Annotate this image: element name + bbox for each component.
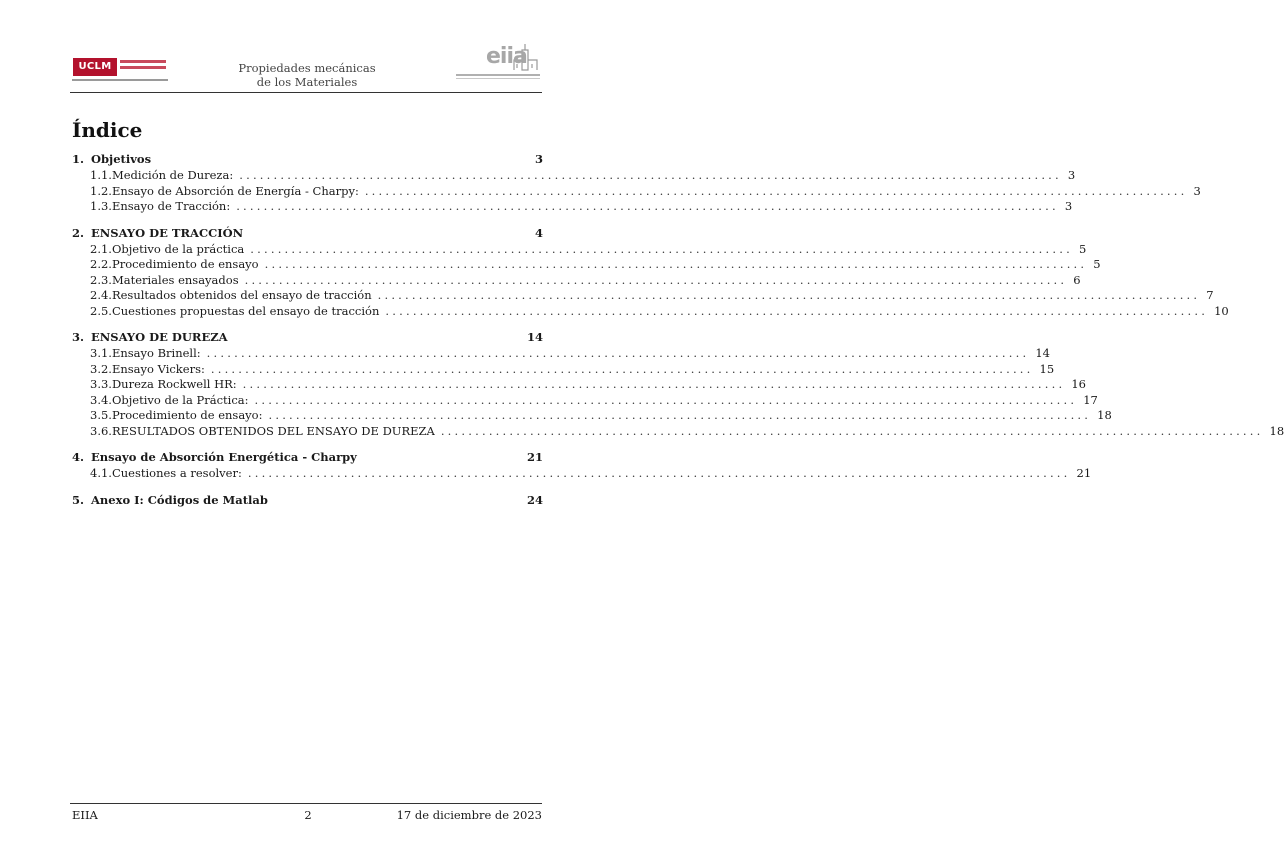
toc-entry[interactable] [72, 199, 1073, 215]
toc-dot-leader: ........................................................................................................................ [242, 377, 1066, 391]
toc-entry[interactable] [72, 303, 1229, 320]
toc-entry-title: RESULTADOS OBTENIDOS DEL ENSAYO DE DUREZA [111, 423, 435, 438]
toc-entry-title: Ensayo Brinell: [111, 346, 201, 360]
toc-entry-page: 3 [1193, 183, 1201, 198]
toc-section-1[interactable] [72, 150, 543, 168]
toc-entry-number: 1.1. [90, 168, 112, 182]
toc-entry-number: 3.6. [90, 423, 112, 438]
toc-section-title: Ensayo de Absorción Energética - Charpy [91, 450, 357, 464]
toc-entry-number: 2.1. [90, 241, 112, 256]
toc-dot-leader: ........................................................................................................................ [377, 288, 1201, 302]
footer-date: 17 de diciembre de 2023 [396, 808, 542, 822]
toc-gap [72, 439, 543, 448]
toc-section-title: ENSAYO DE DUREZA [91, 330, 228, 344]
toc-entry-number: 3.1. [90, 346, 112, 360]
toc-dot-leader: ........................................................................................................................ [244, 272, 1068, 287]
toc-section-4[interactable] [72, 448, 543, 466]
toc-entry-page: 21 [1076, 466, 1092, 480]
toc-entry-page: 5 [1078, 241, 1087, 256]
uclm-logo-badge: UCLM [73, 58, 117, 76]
toc-entry-title: Materiales ensayados [111, 272, 239, 287]
toc-dot-leader: ........................................................................................................................ [268, 408, 1092, 422]
toc-entry-page: 14 [1035, 346, 1050, 360]
toc-entry-number: 4.1. [90, 466, 112, 480]
footer-left: EIIA [72, 808, 98, 822]
toc-section-number: 5. [72, 492, 85, 507]
toc-entry-page: 18 [1269, 423, 1284, 438]
toc-entry-title: Medición de Dureza: [111, 168, 234, 182]
toc-section-title: Anexo I: Códigos de Matlab [91, 492, 268, 507]
toc-title: Índice [72, 118, 143, 142]
toc-entry[interactable] [72, 168, 1076, 184]
toc-entry-title: Procedimiento de ensayo [111, 257, 259, 271]
toc-entry-number: 1.2. [90, 183, 112, 198]
toc-dot-leader: ........................................................................................................................ [264, 257, 1088, 271]
toc-section-number: 4. [72, 450, 85, 464]
toc-section-page: 14 [526, 330, 543, 344]
toc-dot-leader: ........................................................................................................................ [236, 199, 1059, 213]
toc-entry-page: 7 [1206, 288, 1214, 302]
toc-entry-page: 10 [1214, 303, 1229, 318]
toc-section-title: ENSAYO DE TRACCIÓN [91, 225, 244, 240]
toc-entry[interactable] [72, 183, 1201, 200]
toc-section-number: 3. [72, 330, 85, 344]
header-rule [70, 92, 542, 93]
toc-entry-title: Cuestiones propuestas del ensayo de tracción [111, 303, 380, 318]
eiia-logo [456, 42, 542, 86]
toc-entry-page: 17 [1083, 392, 1098, 407]
toc-entry-title: Procedimiento de ensayo: [111, 408, 263, 422]
toc-entry[interactable] [72, 361, 1055, 378]
toc-entry[interactable] [72, 466, 1092, 482]
toc-section-page: 3 [534, 152, 543, 166]
toc-entry-title: Cuestiones a resolver: [111, 466, 242, 480]
toc-entry[interactable] [72, 392, 1098, 409]
toc-entry[interactable] [72, 408, 1112, 424]
toc-dot-leader: ........................................................................................................................ [210, 361, 1034, 376]
toc-section-5[interactable] [72, 491, 543, 509]
toc-dot-leader: ........................................................................................................................ [254, 392, 1078, 407]
uclm-logo-wordmark [120, 60, 166, 72]
toc-entry-title: Ensayo de Absorción de Energía - Charpy: [111, 183, 359, 198]
toc-gap [72, 482, 543, 491]
toc-section-2[interactable] [72, 224, 543, 242]
footer-rule [70, 803, 542, 804]
page-number: 2 [304, 808, 312, 822]
toc-entry-page: 18 [1097, 408, 1112, 422]
table-of-contents [72, 150, 1284, 509]
toc-dot-leader: ........................................................................................................................ [440, 423, 1264, 438]
toc-entry-number: 2.5. [90, 303, 112, 318]
toc-entry-page: 5 [1093, 257, 1101, 271]
toc-entry-number: 2.2. [90, 257, 112, 271]
toc-dot-leader: ........................................................................................................................ [206, 346, 1030, 360]
toc-entry-title: Ensayo de Tracción: [111, 199, 231, 213]
toc-entry[interactable] [72, 377, 1086, 393]
toc-entry-page: 3 [1064, 199, 1073, 213]
toc-entry[interactable] [72, 257, 1101, 273]
toc-entry[interactable] [72, 346, 1050, 362]
toc-entry-page: 6 [1073, 272, 1081, 287]
header-title-line1: Propiedades mecánicas [238, 61, 376, 75]
toc-entry-title: Ensayo Vickers: [111, 361, 205, 376]
toc-entry-title: Resultados obtenidos del ensayo de tracción [111, 288, 372, 302]
toc-dot-leader: ........................................................................................................................ [364, 183, 1188, 198]
eiia-logo-tagline-rule [456, 78, 540, 79]
toc-dot-leader: ........................................................................................................................ [247, 466, 1071, 480]
toc-section-page: 24 [526, 492, 543, 507]
toc-section-page: 21 [526, 450, 543, 464]
toc-entry-number: 2.3. [90, 272, 112, 287]
toc-entry-title: Objetivo de la Práctica: [111, 392, 249, 407]
toc-entry-page: 16 [1071, 377, 1086, 391]
toc-section-number: 2. [72, 225, 85, 240]
toc-entry-title: Objetivo de la práctica [111, 241, 245, 256]
eiia-logo-tagline [456, 74, 540, 76]
toc-entry-page: 3 [1067, 168, 1076, 182]
toc-dot-leader: ........................................................................................................................ [239, 168, 1062, 182]
toc-entry-number: 1.3. [90, 199, 112, 213]
header-title-line2: de los Materiales [256, 75, 358, 89]
uclm-logo-tagline [72, 79, 168, 81]
toc-entry-page: 15 [1039, 361, 1055, 376]
toc-section-page: 4 [534, 225, 543, 240]
toc-entry-number: 3.3. [90, 377, 112, 391]
toc-entry-number: 2.4. [90, 288, 112, 302]
toc-entry-number: 3.4. [90, 392, 112, 407]
toc-entry[interactable] [72, 272, 1081, 289]
toc-entry-number: 3.5. [90, 408, 112, 422]
uclm-logo [70, 56, 170, 86]
toc-entry-title: Dureza Rockwell HR: [111, 377, 237, 391]
toc-gap [72, 215, 543, 224]
header-title [220, 61, 394, 89]
toc-entry[interactable] [72, 241, 1087, 258]
toc-entry[interactable] [72, 288, 1214, 304]
toc-dot-leader: ........................................................................................................................ [385, 303, 1209, 318]
toc-section-number: 1. [72, 152, 85, 166]
toc-section-title: Objetivos [91, 152, 152, 166]
toc-section-3[interactable] [72, 328, 543, 346]
toc-entry-number: 3.2. [90, 361, 112, 376]
page-header [70, 40, 542, 92]
eiia-logo-text: eiia [486, 44, 527, 69]
toc-entry[interactable] [72, 423, 1284, 440]
toc-dot-leader: ........................................................................................................................ [250, 241, 1073, 256]
toc-gap [72, 319, 543, 328]
